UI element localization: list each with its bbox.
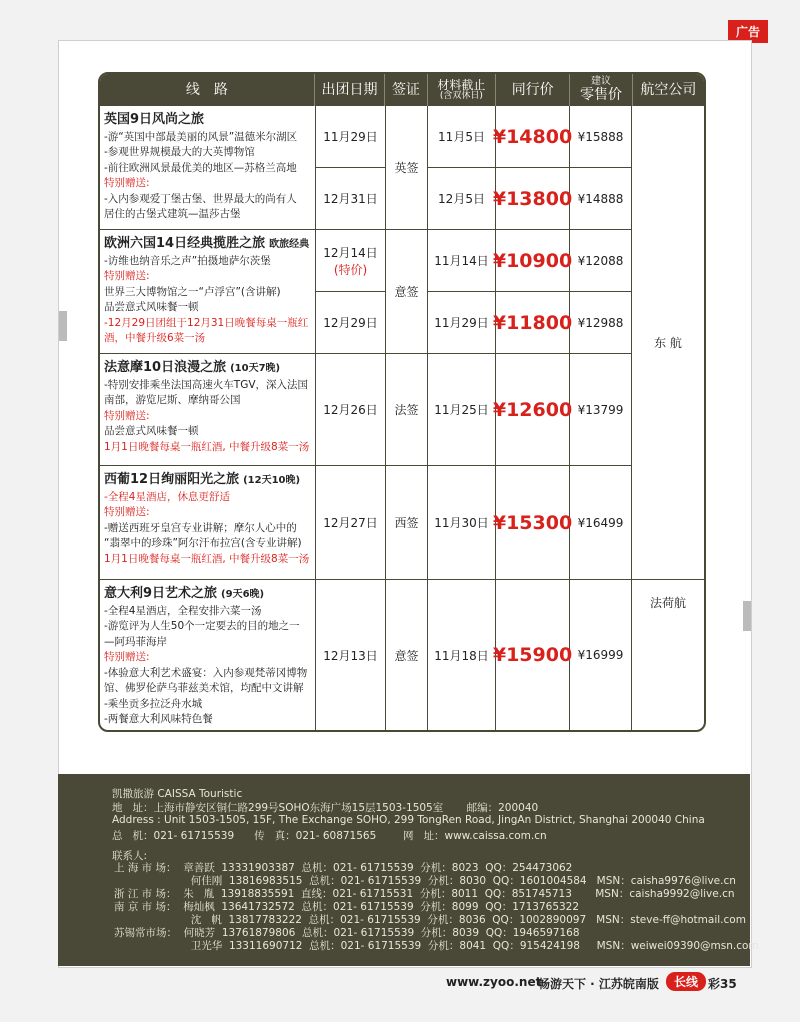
tour-price-table [98, 72, 706, 732]
route-detail-line: -12月29日团组于12月31日晚餐每桌一瓶红 [104, 316, 309, 329]
route-detail-line: -体验意大利艺术盛宴：入内参观梵蒂冈博物 [104, 666, 308, 679]
route-title [104, 586, 311, 603]
ad-tag: 广告 [728, 20, 768, 43]
airline-column [632, 106, 704, 730]
departure-date-cell [316, 106, 386, 168]
contact-row: 沈 帆 13817783222 总机：021- 61715539 分机：8036 QQ：1002890097 MSN：steve-ff@hotmail.com [114, 914, 746, 926]
route-title-text: 欧洲六国14日经典揽胜之旅 [104, 236, 266, 251]
route-title-tag: (12天10晚) [243, 475, 301, 486]
visa-type: 西签 [386, 466, 428, 580]
route-detail-line: -乘坐贡多拉泛舟水城 [104, 697, 203, 710]
materials-deadline: 11月29日 [428, 292, 496, 354]
header-materials [428, 74, 496, 106]
materials-column [428, 106, 496, 730]
route-title-tag: (10天7晚) [230, 363, 281, 374]
visa-type: 意签 [386, 230, 428, 354]
retail-price: ¥13799 [570, 354, 632, 466]
route-title [104, 112, 311, 129]
departure-date-cell [316, 168, 386, 230]
peer-price: ¥15900 [496, 580, 570, 730]
route-title-text: 西葡12日绚丽阳光之旅 [104, 472, 240, 487]
retail-price: ¥15888 [570, 106, 632, 168]
page-number: 彩35 [708, 977, 737, 991]
route-title [104, 472, 311, 489]
header-retail-price [570, 74, 632, 106]
table-header [100, 74, 704, 106]
retail-price: ¥12088 [570, 230, 632, 292]
departure-date: 12月31日 [323, 192, 378, 206]
route-detail-line: -全程4星酒店，休息更舒适 [104, 490, 230, 503]
route-cell [100, 466, 316, 580]
departure-date: 12月29日 [323, 316, 378, 330]
route-title [104, 236, 311, 253]
route-detail-line: 1月1日晚餐每桌一瓶红酒, 中餐升级8菜一汤 [104, 440, 310, 453]
route-cell [100, 230, 316, 354]
route-detail-line: “翡翠中的珍珠”阿尔汗布拉宫(含专业讲解) [104, 537, 302, 549]
company-footer [58, 774, 759, 966]
company-name: 凯撒旅游 CAISSA Touristic [112, 788, 243, 800]
peer-column [492, 106, 573, 730]
website-link[interactable]: www.zyoo.net [446, 975, 542, 989]
departure-date: 12月14日 [323, 245, 378, 260]
visa-column [386, 106, 428, 730]
airline-eastern: 东 航 [632, 106, 704, 580]
route-detail-line: 品尝意式风味餐一顿 [104, 301, 199, 313]
route-cell [100, 580, 316, 730]
header-materials-label: 材料截止 [437, 77, 486, 92]
route-title-text: 意大利9日艺术之旅 [104, 586, 218, 601]
header-visa: 签证 [385, 74, 428, 106]
departure-date-cell [316, 466, 386, 580]
departure-date-cell [316, 230, 386, 292]
materials-deadline: 11月30日 [428, 466, 496, 580]
page-edge-tab [743, 601, 751, 631]
route-detail-line: —阿玛菲海岸 [104, 635, 167, 648]
peer-price: ¥14800 [496, 106, 570, 168]
route-detail-line: 世界三大博物馆之一“卢浮宫”(含讲解) [104, 285, 281, 298]
departure-date: 12月26日 [323, 403, 378, 417]
route-column [100, 106, 316, 730]
materials-deadline: 11月18日 [428, 580, 496, 730]
header-retail-label: 零售价 [580, 86, 623, 103]
peer-price: ¥11800 [496, 292, 570, 354]
visa-type: 英签 [386, 106, 428, 230]
materials-deadline: 11月25日 [428, 354, 496, 466]
table-body [100, 106, 704, 730]
section-badge: 长线 [666, 972, 706, 991]
route-title-tag: 欧旅经典 [269, 239, 310, 250]
route-detail-line: 品尝意式风味餐一顿 [104, 425, 199, 437]
materials-deadline: 11月5日 [428, 106, 496, 168]
departure-date: 12月13日 [323, 648, 378, 663]
company-address-cn: 地 址：上海市静安区铜仁路299号SOHO东海广场15层1503-1505室 邮编：200040 [112, 802, 539, 814]
route-detail-line: 特别赠送: [104, 177, 150, 189]
route-cell [100, 354, 316, 466]
peer-price: ¥15300 [496, 466, 570, 580]
materials-deadline: 11月14日 [428, 230, 496, 292]
header-airline: 航空公司 [640, 81, 697, 98]
peer-price: ¥12600 [496, 354, 570, 466]
magazine-slogan: 畅游天下 · 江苏皖南版 [538, 977, 659, 991]
visa-type: 法签 [386, 354, 428, 466]
route-detail-line: -全程4星酒店，全程安排六菜一汤 [104, 604, 262, 617]
route-cell [100, 106, 316, 230]
contacts-label: 联系人: [112, 850, 148, 862]
company-address-en: Address : Unit 1503-1505, 15F, The Exchange SOHO, 299 TongRen Road, JingAn District, Shanghai 200040 China [112, 814, 705, 826]
route-detail-line: -特别安排乘坐法国高速火车TGV，深入法国 [104, 378, 309, 391]
route-detail-line: -游览评为人生50个一定要去的目的地之一 [104, 620, 300, 632]
retail-price: ¥12988 [570, 292, 632, 354]
contact-row: 卫光华 13311690712 总机：021- 61715539 分机：8041 QQ：915424198 MSN：weiwei09390@msn.com [114, 940, 759, 952]
route-title [104, 360, 311, 377]
retail-price: ¥14888 [570, 168, 632, 230]
peer-price: ¥10900 [496, 230, 570, 292]
header-peer-price: 同行价 [496, 74, 570, 106]
route-detail-line: 特别赠送: [104, 409, 150, 422]
date-column [316, 106, 386, 730]
route-detail-line: 南部，游览尼斯、摩纳哥公国 [104, 394, 241, 406]
visa-type: 意签 [386, 580, 428, 730]
contact-row: 南 京 市 场： 梅灿枫 13641732572 总机：021- 61715539 分机：8099 QQ：1713765322 [114, 901, 580, 913]
route-detail-line: -参观世界规模最大的大英博物馆 [104, 146, 255, 158]
departure-note: (特价) [333, 262, 368, 277]
retail-price: ¥16499 [570, 466, 632, 580]
route-detail-line: 特别赠送: [104, 270, 150, 282]
route-detail-line: 1月1日晚餐每桌一瓶红酒, 中餐升级8菜一汤 [104, 552, 310, 565]
airline-afklm: 法荷航 [649, 596, 686, 610]
contact-row: 何佳刚 13816983515 总机：021- 61715539 分机：8030 QQ：1601004584 MSN：caisha9976@live.cn [114, 875, 736, 887]
retail-column [570, 106, 632, 730]
route-detail-line: 特别赠送: [104, 506, 150, 518]
header-date: 出团日期 [315, 74, 385, 106]
route-detail-line: -前往欧洲风景最优美的地区—苏格兰高地 [104, 161, 297, 174]
contact-row: 上 海 市 场： 章善跃 13331903387 总机：021- 61715539 分机：8023 QQ：254473062 [114, 862, 573, 874]
route-title-tag: (9天6晚) [221, 589, 265, 600]
header-route: 线 路 [100, 74, 315, 106]
materials-deadline: 12月5日 [428, 168, 496, 230]
contact-row: 苏锡常市场： 何晓芳 13761879806 总机：021- 61715539 分机：8039 QQ：1946597168 [114, 927, 580, 939]
route-detail-line: -访维也纳音乐之声”拍摄地萨尔茨堡 [104, 254, 271, 267]
route-detail-line: 居住的古堡式建筑—温莎古堡 [104, 208, 241, 220]
page-edge-tab [59, 311, 67, 341]
company-phone: 总 机：021- 61715539 传 真：021- 60871565 网 址：www.caissa.com.cn [112, 830, 547, 842]
route-title-text: 法意摩10日浪漫之旅 [104, 360, 227, 375]
route-title-text: 英国9日风尚之旅 [104, 112, 205, 127]
departure-date: 12月27日 [323, 516, 378, 530]
contact-row: 浙 江 市 场： 朱 胤 13918835591 直线：021- 61715531 分机：8011 QQ：851745713 MSN：caisha9992@live.cn [114, 888, 735, 900]
header-materials-note: (含双休日) [439, 90, 483, 101]
route-detail-line: -游“英国中部最美丽的风景”温德米尔湖区 [104, 130, 298, 143]
route-detail-line: 特别赠送: [104, 651, 150, 663]
route-detail-line: -赠送西班牙皇宫专业讲解；摩尔人心中的 [104, 521, 297, 534]
route-detail-line: -入内参观爱丁堡古堡、世界最大的尚有人 [104, 192, 297, 205]
retail-price: ¥16999 [570, 580, 632, 730]
departure-date-cell [316, 354, 386, 466]
header-retail-note: 建议 [591, 76, 612, 88]
route-detail-line: 馆、佛罗伦萨乌菲兹美术馆，均配中文讲解 [104, 682, 304, 694]
route-detail-line: -两餐意大利风味特色餐 [104, 713, 213, 725]
departure-date-cell [316, 580, 386, 730]
peer-price: ¥13800 [496, 168, 570, 230]
departure-date-cell [316, 292, 386, 354]
route-detail-line: 酒，中餐升级6菜一汤 [104, 332, 206, 344]
departure-date: 11月29日 [323, 130, 378, 144]
